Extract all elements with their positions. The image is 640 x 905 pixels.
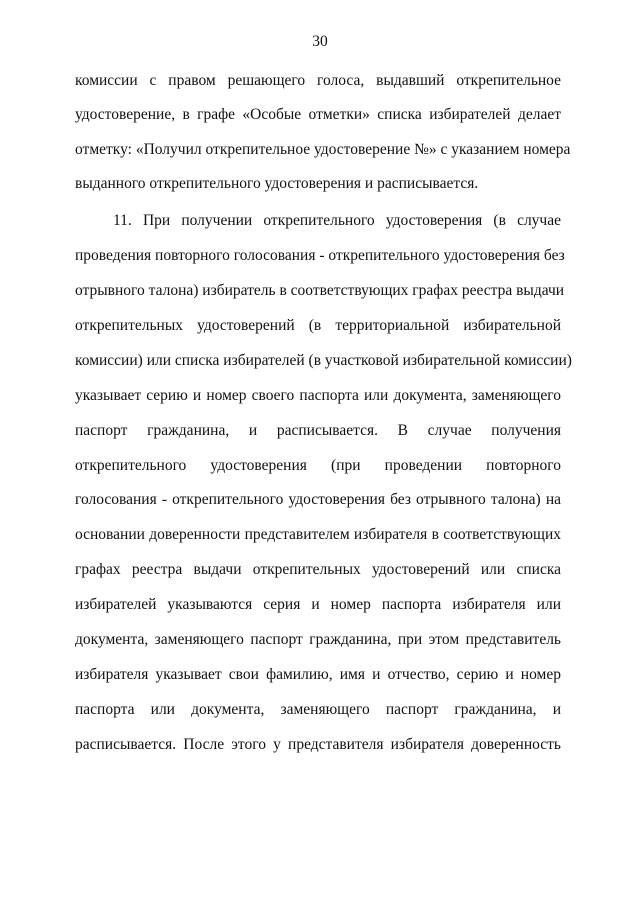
text-line: проведения повторного голосования - открепительного удостоверения без	[75, 247, 565, 264]
text-line: избирателей указываются серия и номер паспорта избирателя или	[75, 596, 561, 613]
text-line: удостоверение, в графе «Особые отметки» списка избирателей делает	[75, 106, 561, 123]
text-line: паспорт гражданина, и расписывается. В случае получения	[75, 422, 561, 439]
text-line: 11. При получении открепительного удостоверения (в случае	[113, 212, 561, 229]
text-line: комиссии) или списка избирателей (в участковой избирательной комиссии)	[75, 352, 572, 369]
text-line: графах реестра выдачи открепительных удостоверений или списка	[75, 561, 561, 578]
text-line: паспорта или документа, заменяющего паспорт гражданина, и	[75, 701, 561, 718]
text-line: голосования - открепительного удостоверения без отрывного талона) на	[75, 491, 561, 508]
text-line: указывает серию и номер своего паспорта или документа, заменяющего	[75, 387, 561, 404]
page-number: 30	[312, 33, 328, 50]
text-line: избирателя указывает свои фамилию, имя и отчество, серию и номер	[75, 666, 561, 683]
text-line: открепительного удостоверения (при проведении повторного	[75, 457, 561, 474]
text-line: открепительных удостоверений (в территориальной избирательной	[75, 317, 561, 334]
text-line: основании доверенности представителем избирателя в соответствующих	[75, 526, 561, 543]
text-line: комиссии с правом решающего голоса, выдавший открепительное	[75, 72, 561, 89]
text-line: документа, заменяющего паспорт гражданина, при этом представитель	[75, 631, 561, 648]
text-line: отметку: «Получил открепительное удостоверение №» с указанием номера	[75, 141, 571, 158]
text-line: расписывается. После этого у представителя избирателя доверенность	[75, 736, 561, 753]
text-line: отрывного талона) избиратель в соответствующих графах реестра выдачи	[75, 282, 565, 299]
text-line: выданного открепительного удостоверения и расписывается.	[75, 175, 479, 192]
